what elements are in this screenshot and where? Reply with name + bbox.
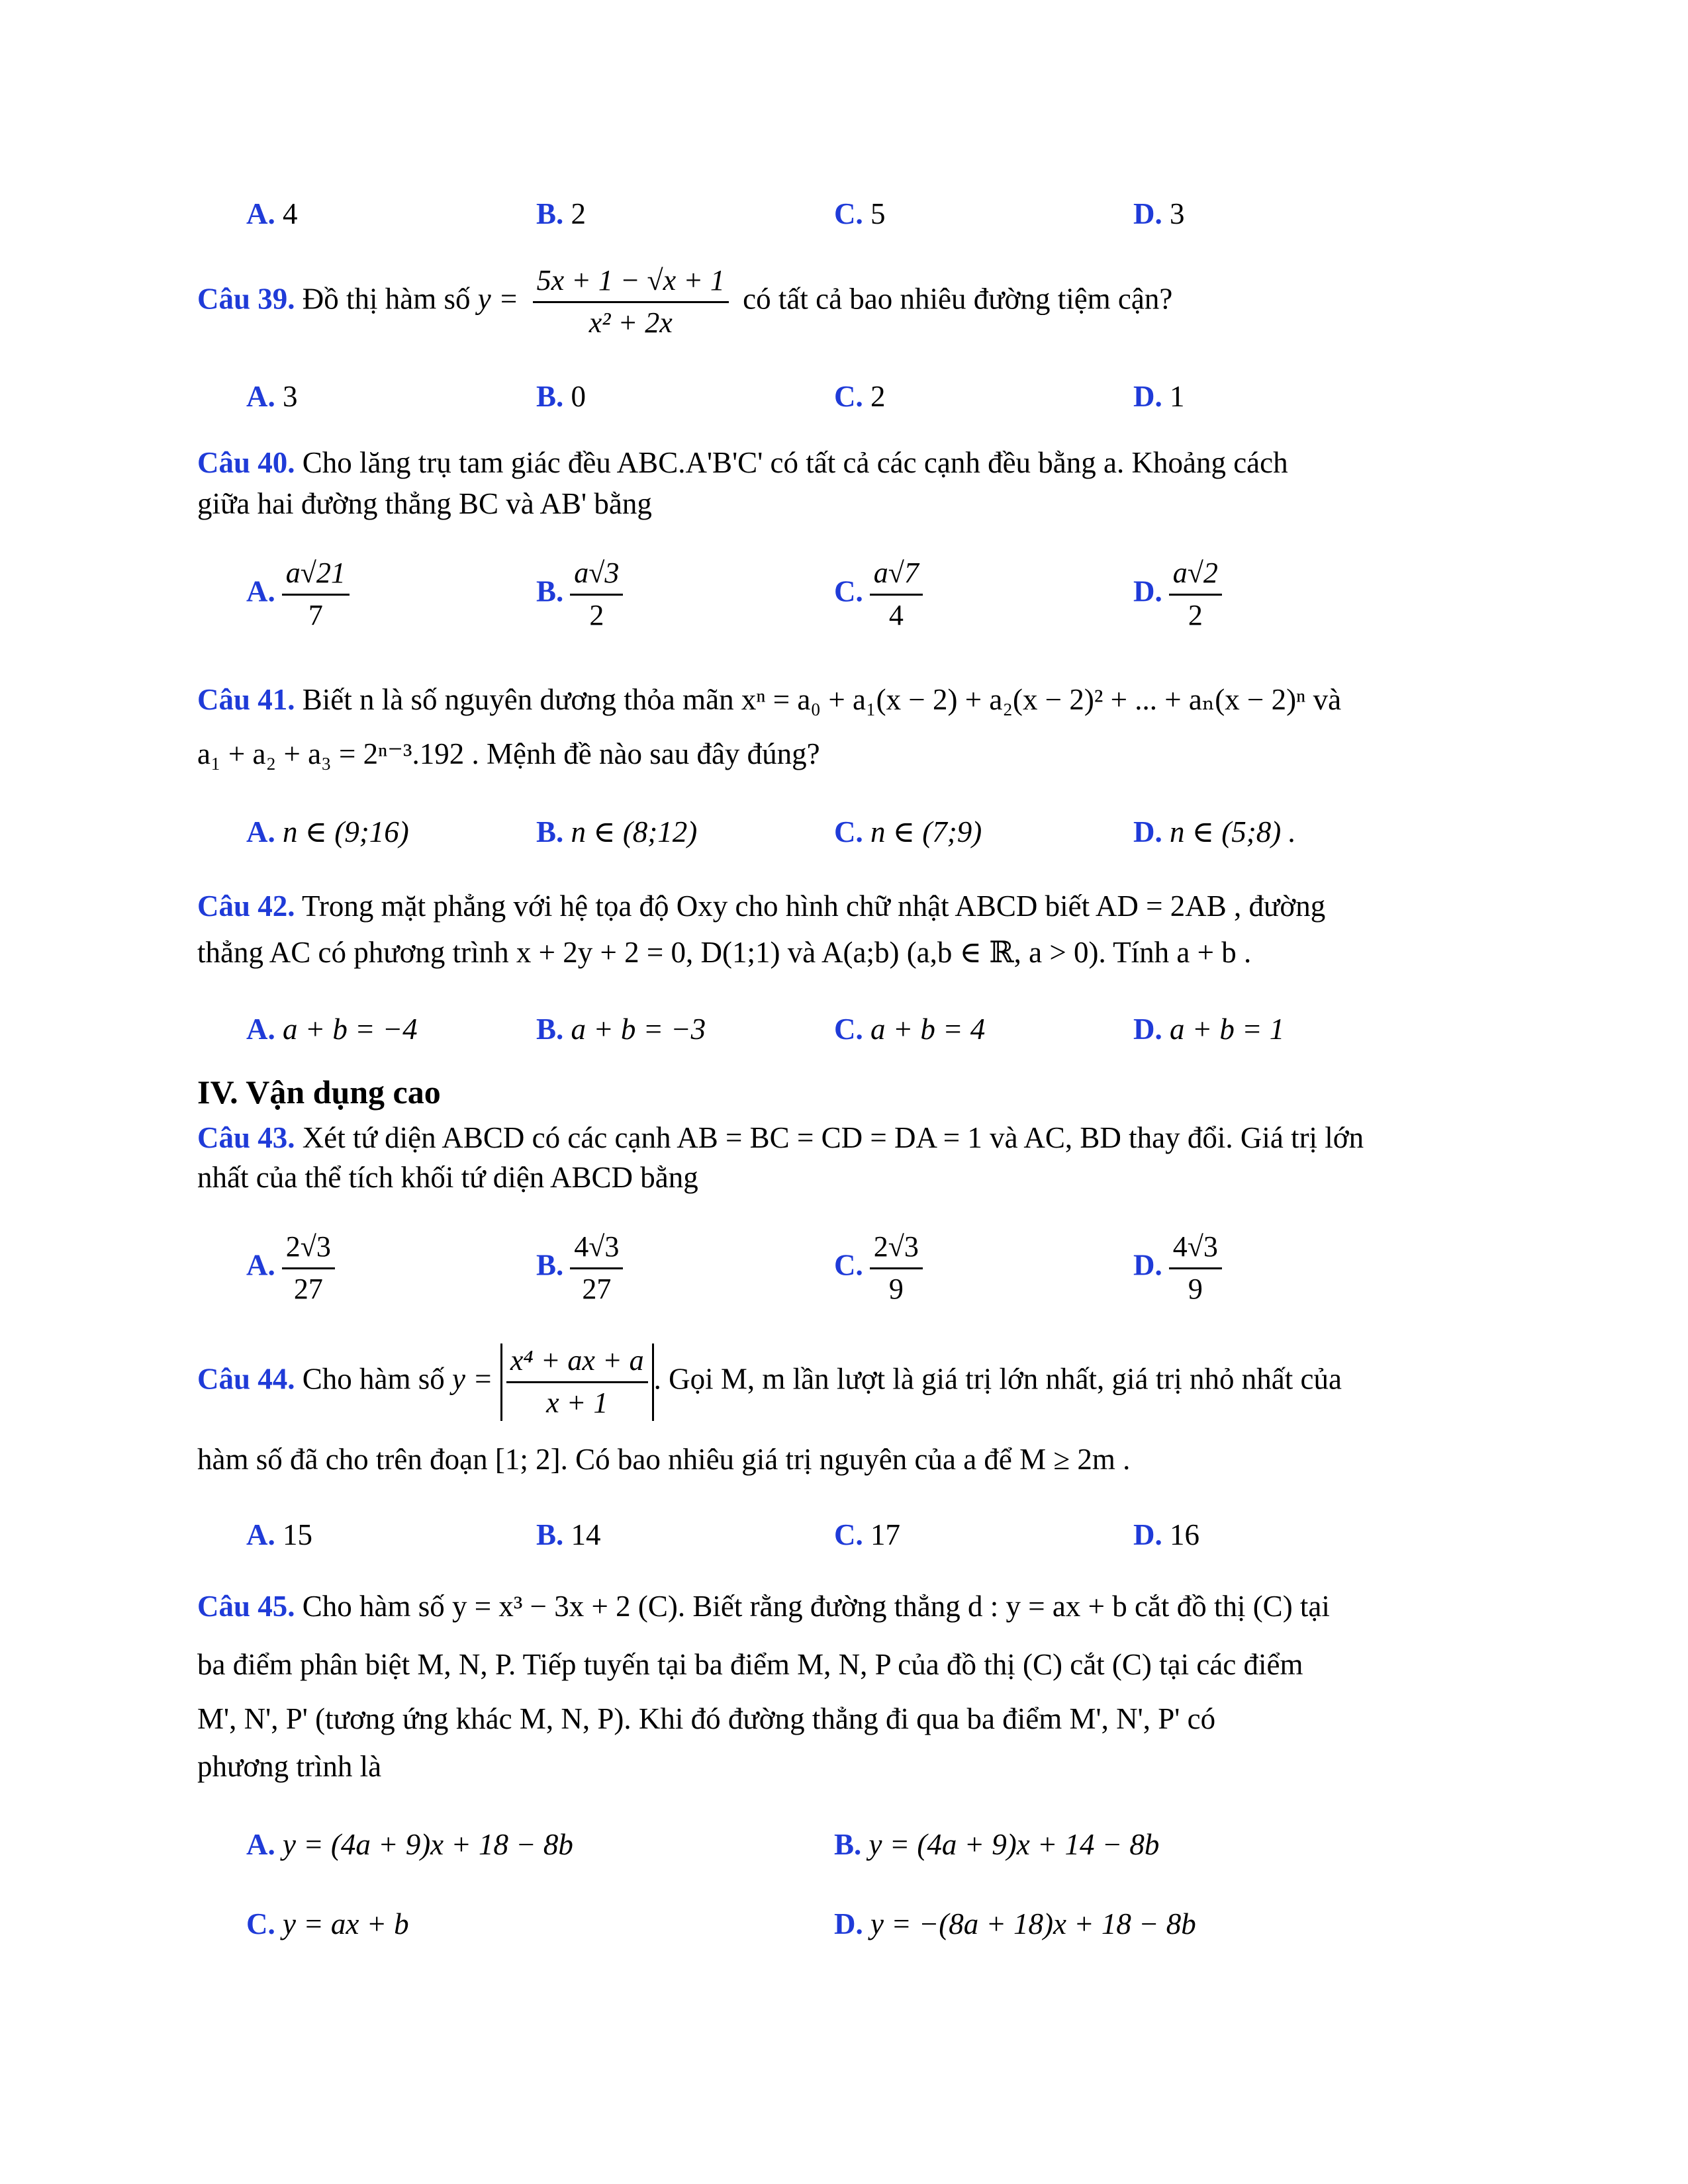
q40-option-b[interactable]: B. $\frac{a√3}{2}$ bbox=[536, 556, 630, 633]
q44-line1: Câu 44. Cho hàm số y = $\frac{\text{x⁴ + ax + a}}{x + 1}$ . Gọi M, m lần lượt là giá trị lớn nhất, giá trị nhỏ nhất của bbox=[197, 1343, 1342, 1421]
q40-line2: giữa hai đường thẳng BC và AB' bằng bbox=[197, 487, 652, 520]
q38-option-a[interactable]: A. 4 bbox=[246, 197, 298, 230]
q43-option-a[interactable]: A. $\frac{2√3}{27}$ bbox=[246, 1230, 342, 1307]
q39-option-d[interactable]: D. 1 bbox=[1133, 380, 1185, 413]
q44-option-d[interactable]: D. 16 bbox=[1133, 1518, 1199, 1551]
q45-line1: Câu 45. Cho hàm số y = x³ − 3x + 2 (C). Biết rằng đường thẳng d : y = ax + b cắt đồ thị (C) tại bbox=[197, 1590, 1330, 1623]
q41-option-c[interactable]: C. n ∈ (7;9) bbox=[834, 815, 982, 848]
q39-stem: Câu 39. Đồ thị hàm số y = $\frac{5x + 1 - √x + 1}{\text{x² + 2x}}$ có tất cả bao nhiêu đường tiệm cận? bbox=[197, 263, 1172, 341]
q45-line3: M', N', P' (tương ứng khác M, N, P). Khi đó đường thẳng đi qua ba điểm M', N', P' có bbox=[197, 1702, 1216, 1735]
q42-line1: Câu 42. Trong mặt phẳng với hệ tọa độ Oxy cho hình chữ nhật ABCD biết AD = 2AB , đường bbox=[197, 889, 1326, 923]
q44-option-b[interactable]: B. 14 bbox=[536, 1518, 601, 1551]
q44-line2: hàm số đã cho trên đoạn [1; 2]. Có bao nhiêu giá trị nguyên của a để M ≥ 2m . bbox=[197, 1443, 1131, 1476]
q41-option-b[interactable]: B. n ∈ (8;12) bbox=[536, 815, 698, 848]
q39-option-a[interactable]: A. 3 bbox=[246, 380, 298, 413]
q44-absolute-value: $\frac{\text{x⁴ + ax + a}}{x + 1}$ bbox=[500, 1343, 654, 1421]
q40-line1: Câu 40. Cho lăng trụ tam giác đều ABC.A'B'C' có tất cả các cạnh đều bằng a. Khoảng cách bbox=[197, 446, 1288, 479]
q39-fraction: $\frac{5x + 1 - √x + 1}{\text{x² + 2x}}$ bbox=[533, 263, 729, 341]
q42-line2: thẳng AC có phương trình x + 2y + 2 = 0, D(1;1) và A(a;b) (a,b ∈ ℝ, a > 0). Tính a + b . bbox=[197, 936, 1252, 969]
q38-option-c[interactable]: C. 5 bbox=[834, 197, 886, 230]
q44-option-c[interactable]: C. 17 bbox=[834, 1518, 900, 1551]
q41-option-d[interactable]: D. n ∈ (5;8) . bbox=[1133, 815, 1296, 848]
q41-line1: Câu 41. Biết n là số nguyên dương thỏa mãn xⁿ = a₀ + a₁(x − 2) + a₂(x − 2)² + ... + aₙ(x − 2)ⁿ và bbox=[197, 683, 1342, 716]
q42-option-d[interactable]: D. a + b = 1 bbox=[1133, 1013, 1285, 1046]
q38-option-b[interactable]: B. 2 bbox=[536, 197, 586, 230]
q39-option-b[interactable]: B. 0 bbox=[536, 380, 586, 413]
q43-line2: nhất của thể tích khối tứ diện ABCD bằng bbox=[197, 1161, 698, 1194]
q42-option-b[interactable]: B. a + b = −3 bbox=[536, 1013, 706, 1046]
q45-option-b[interactable]: B. y = (4a + 9)x + 14 − 8b bbox=[834, 1828, 1160, 1861]
q43-option-b[interactable]: B. $\frac{4√3}{27}$ bbox=[536, 1230, 630, 1307]
q42-option-c[interactable]: C. a + b = 4 bbox=[834, 1013, 986, 1046]
section-heading: IV. Vận dụng cao bbox=[197, 1073, 441, 1111]
q45-option-d[interactable]: D. y = −(8a + 18)x + 18 − 8b bbox=[834, 1907, 1196, 1940]
q43-option-d[interactable]: D. $\frac{4√3}{9}$ bbox=[1133, 1230, 1229, 1307]
q38-option-d[interactable]: D. 3 bbox=[1133, 197, 1185, 230]
q42-option-a[interactable]: A. a + b = −4 bbox=[246, 1013, 418, 1046]
q43-line1: Câu 43. Xét tứ diện ABCD có các cạnh AB = BC = CD = DA = 1 và AC, BD thay đổi. Giá trị lớn bbox=[197, 1121, 1364, 1154]
q40-option-d[interactable]: D. $\frac{a√2}{2}$ bbox=[1133, 556, 1229, 633]
q41-option-a[interactable]: A. n ∈ (9;16) bbox=[246, 815, 409, 848]
q45-option-a[interactable]: A. y = (4a + 9)x + 18 − 8b bbox=[246, 1828, 573, 1861]
q39-option-c[interactable]: C. 2 bbox=[834, 380, 886, 413]
q41-line2: a₁ + a₂ + a₃ = 2ⁿ⁻³.192 . Mệnh đề nào sau đây đúng? bbox=[197, 737, 820, 770]
q43-option-c[interactable]: C. $\frac{2√3}{9}$ bbox=[834, 1230, 929, 1307]
q40-option-a[interactable]: A. $\frac{a√21}{7}$ bbox=[246, 556, 356, 633]
q44-option-a[interactable]: A. 15 bbox=[246, 1518, 312, 1551]
q40-option-c[interactable]: C. $\frac{a√7}{4}$ bbox=[834, 556, 929, 633]
q45-line4: phương trình là bbox=[197, 1750, 382, 1783]
q45-line2: ba điểm phân biệt M, N, P. Tiếp tuyến tại ba điểm M, N, P của đồ thị (C) cắt (C) tại các điểm bbox=[197, 1648, 1303, 1681]
q45-option-c[interactable]: C. y = ax + b bbox=[246, 1907, 409, 1940]
